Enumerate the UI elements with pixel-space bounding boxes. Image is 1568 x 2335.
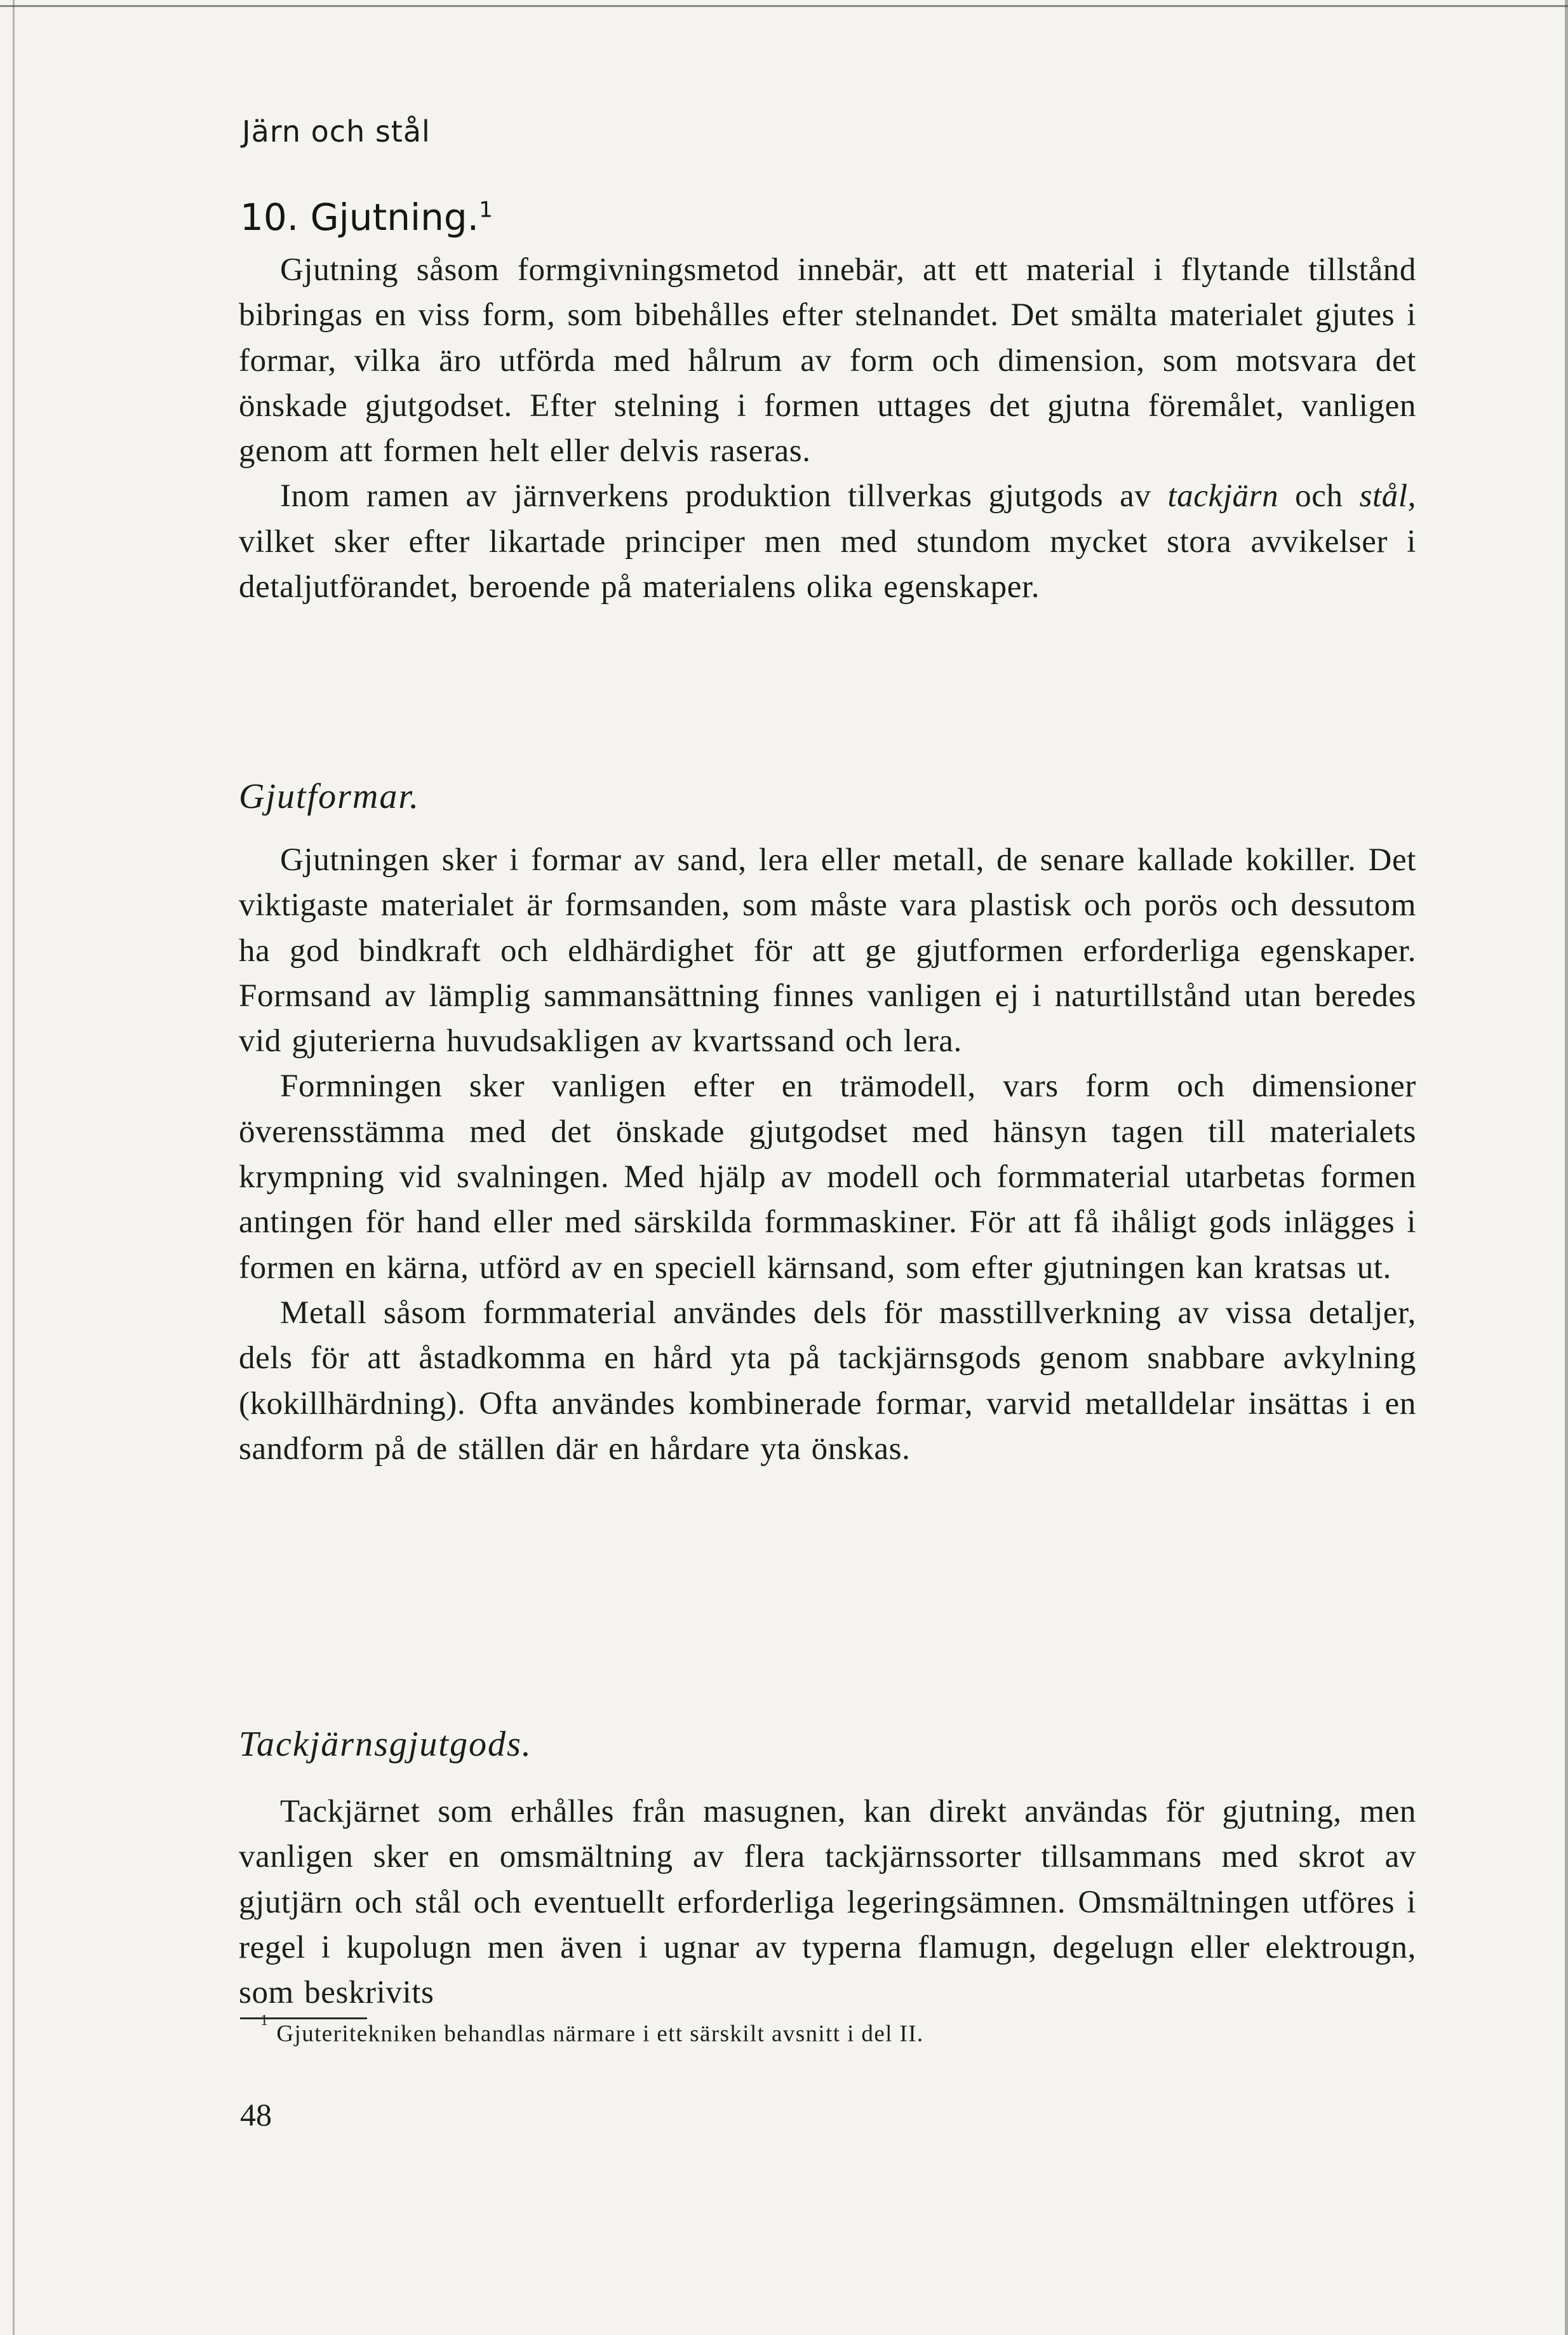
intro-p2-mid: och — [1278, 478, 1360, 515]
intro-paragraph-1: Gjutning såsom formgivningsmetod innebär, att ett material i flytande tillstånd bibringas en viss form, som bibehålles efter stelnandet. Det smälta materialet gjutes i formar, vilka äro utförda med hålrum av form och dimension, som motsvara det önskade gjutgodset. Efter stelning i formen uttages det gjutna föremålet, vanligen genom att formen helt eller delvis raseras. — [239, 252, 1416, 469]
intro-paragraph-2 — [239, 474, 1416, 610]
tackjarn-paragraph-1: Tackjärnet som erhålles från masugnen, kan direkt användas för gjutning, men vanligen sker en omsmältning av flera tackjärnssorter tillsammans med skrot av gjutjärn och stål och eventuellt erforderliga legeringsämnen. Omsmältningen utföres i regel i kupolugn men även i ugnar av typerna flamugn, degelugn eller elektrougn, som beskrivits — [239, 1794, 1416, 2011]
chapter-title-text: 10. Gjutning. — [240, 196, 479, 239]
gjutformar-paragraph-2: Formningen sker vanligen efter en trämodell, vars form och dimensioner överensstämma med det önskade gjutgodset med hänsyn tagen till materialets krympning vid svalningen. Med hjälp av modell och formmaterial utarbetas formen antingen för hand eller med särskilda formmaskiner. För att få ihåligt gods inlägges i formen en kärna, utförd av en speciell kärnsand, som efter gjutningen kan kratsas ut. — [239, 1068, 1416, 1286]
page-left-edge — [13, 0, 15, 2335]
footnote — [260, 2012, 924, 2047]
gjutformar-text — [239, 838, 1416, 1472]
intro-p2-italic-stal: stål, — [1359, 478, 1417, 515]
footnote-text: Gjuteritekniken behandlas närmare i ett särskilt avsnitt i del II. — [276, 2021, 924, 2047]
intro-p2-italic-tackjarn: tackjärn — [1167, 478, 1279, 515]
footnote-divider — [240, 2017, 367, 2019]
intro-text — [239, 248, 1416, 610]
page-right-edge — [1565, 0, 1568, 2335]
chapter-footnote-marker: 1 — [479, 197, 493, 223]
section-heading-gjutformar: Gjutformar. — [239, 777, 420, 816]
running-head: Järn och stål — [242, 114, 431, 149]
page-top-edge — [0, 5, 1568, 7]
intro-p2-end: vilket sker efter likartade principer men med stundom mycket stora avvikelser i detaljutförandet, beroende på materialens olika egenskaper. — [239, 523, 1416, 605]
gjutformar-paragraph-1: Gjutningen sker i formar av sand, lera eller metall, de senare kallade kokiller. Det viktigaste materialet är formsanden, som måste vara plastisk och porös och dessutom ha god bindkraft och eldhärdighet för att ge gjutformen erforderliga egenskaper. Formsand av lämplig sammansättning finnes vanligen ej i naturtillstånd utan beredes vid gjuterierna huvudsakligen av kvartssand och lera. — [239, 842, 1416, 1060]
intro-p2-start: Inom ramen av järnverkens produktion tillverkas gjutgods av — [280, 478, 1168, 515]
chapter-title — [240, 196, 493, 239]
footnote-marker: 1 — [260, 2012, 269, 2029]
tackjarn-text — [239, 1789, 1416, 2015]
gjutformar-paragraph-3: Metall såsom formmaterial användes dels för masstillverkning av vissa detaljer, dels för att åstadkomma en hård yta på tackjärnsgods genom snabbare avkylning (kokillhärdning). Ofta användes kombinerade formar, varvid metalldelar insättas i en sandform på de ställen där en hårdare yta önskas. — [239, 1295, 1416, 1467]
section-heading-tackjarnsgjutgods: Tackjärnsgjutgods. — [239, 1725, 532, 1764]
page-number: 48 — [240, 2097, 272, 2132]
